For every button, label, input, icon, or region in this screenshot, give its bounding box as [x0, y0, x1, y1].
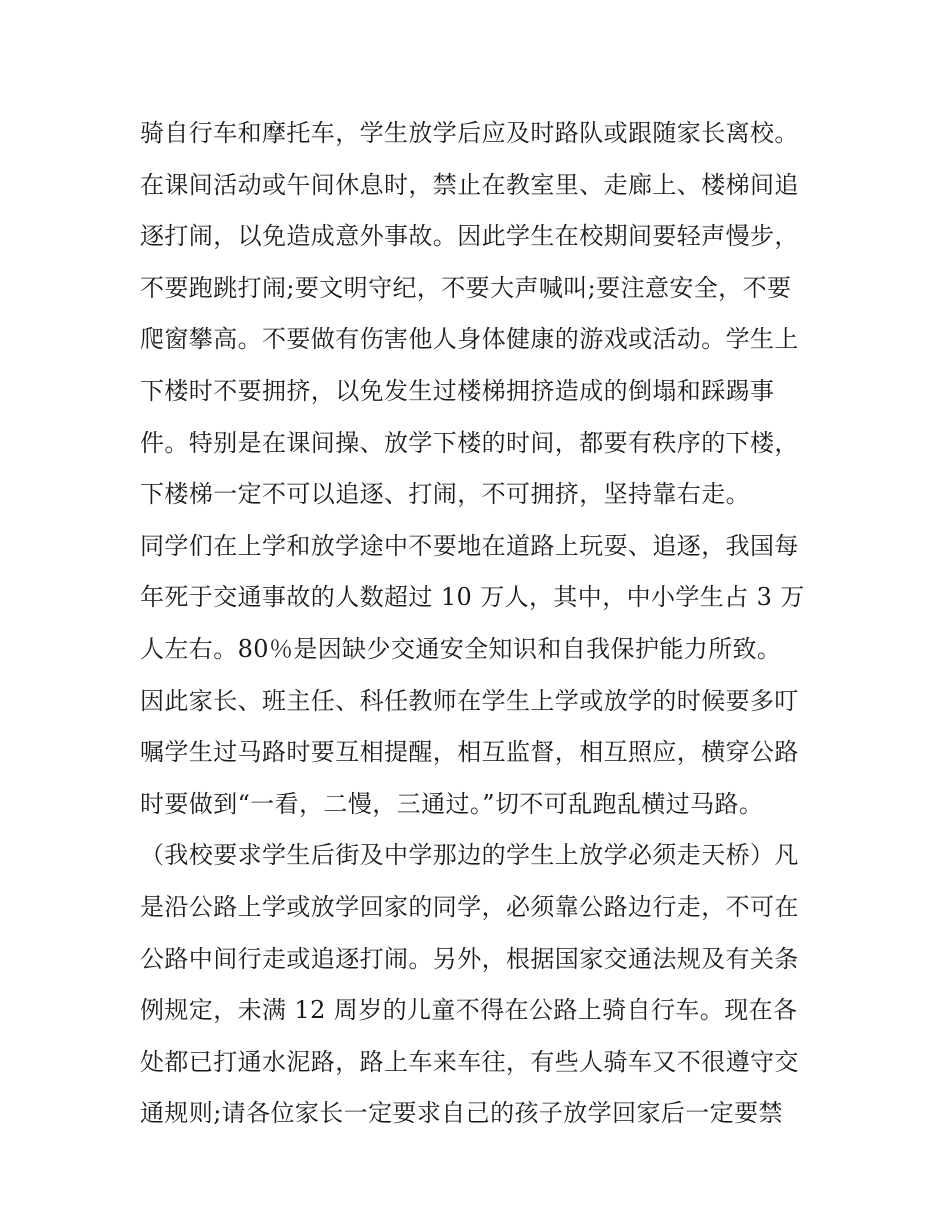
- text-line: （我校要求学生后街及中学那边的学生上放学必须走天桥）凡: [140, 841, 799, 870]
- text-line: 通规则;请各位家长一定要求自己的孩子放学回家后一定要禁: [140, 1099, 783, 1128]
- text-line: 骑自行车和摩托车，学生放学后应及时路队或跟随家长离校。: [140, 119, 799, 147]
- text-line: 例规定，未满 12 周岁的儿童不得在公路上骑自行车。现在各: [140, 996, 798, 1025]
- text-line: 时要做到“一看，二慢，三通过。”切不可乱跑乱横过马路。: [140, 789, 764, 818]
- text-line: 因此家长、班主任、科任教师在学生上学或放学的时候要多叮: [140, 686, 799, 715]
- body-text: [140, 108, 820, 1140]
- text-line: 人左右。80％是因缺少交通安全知识和自我保护能力所致。: [140, 634, 782, 663]
- text-line: 不要跑跳打闹;要文明守纪，不要大声喊叫;要注意安全，不要: [140, 273, 792, 302]
- text-line: 公路中间行走或追逐打闹。另外，根据国家交通法规及有关条: [140, 944, 799, 973]
- text-line: 同学们在上学和放学途中不要地在道路上玩耍、追逐，我国每: [140, 531, 799, 560]
- text-line: 下楼时不要拥挤，以免发生过楼梯拥挤造成的倒塌和踩踢事: [140, 376, 775, 405]
- text-line: 逐打闹，以免造成意外事故。因此学生在校期间要轻声慢步，: [140, 222, 799, 251]
- text-line: 嘱学生过马路时要互相提醒，相互监督，相互照应，横穿公路: [140, 738, 799, 767]
- text-line: 年死于交通事故的人数超过 10 万人，其中，中小学生占 3 万: [140, 583, 805, 612]
- text-line: 在课间活动或午间休息时，禁止在教室里、走廊上、楼梯间追: [140, 170, 799, 199]
- text-line: 是沿公路上学或放学回家的同学，必须靠公路边行走，不可在: [140, 892, 799, 921]
- text-line: 件。特别是在课间操、放学下楼的时间，都要有秩序的下楼，: [140, 428, 799, 457]
- text-line: 处都已打通水泥路，路上车来车往，有些人骑车又不很遵守交: [140, 1047, 799, 1076]
- text-line: 下楼梯一定不可以追逐、打闹，不可拥挤，坚持靠右走。: [140, 480, 750, 509]
- text-line: 爬窗攀高。不要做有伤害他人身体健康的游戏或活动。学生上: [140, 325, 799, 354]
